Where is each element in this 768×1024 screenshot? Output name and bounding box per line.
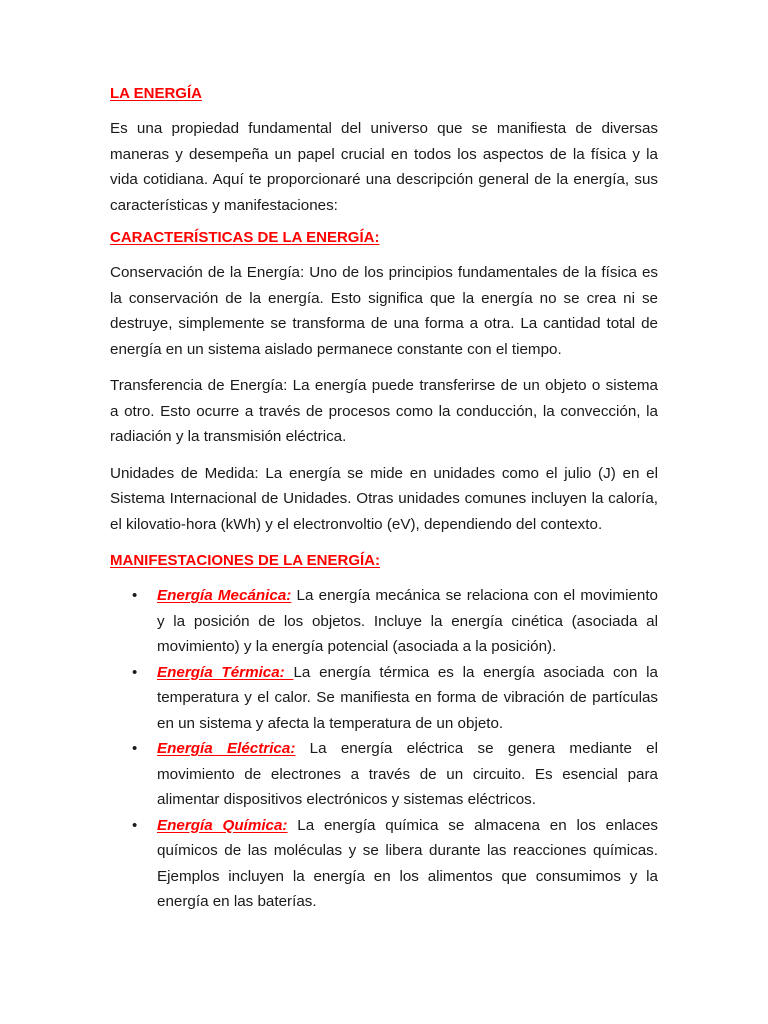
list-item-chemical (110, 813, 658, 915)
transfer-paragraph: Transferencia de Energía: La energía puede transferirse de un objeto o sistema a otro. Esto ocurre a través de procesos como la conducción, la convección, la radiación y la transmisión eléctrica. (110, 377, 658, 445)
units-paragraph: Unidades de Medida: La energía se mide en unidades como el julio (J) en el Sistema Internacional de Unidades. Otras unidades comunes incluyen la caloría, el kilovatio-hora (kWh) y el electronvoltio (eV), dependiendo del contexto. (110, 464, 658, 533)
list-item-electrical (110, 736, 658, 813)
text-chemical: La energía química se almacena en los enlaces químicos de las moléculas y se libera durante las reacciones químicas. Ejemplos incluyen la energía en los alimentos que consumimos y la energía en las baterías. (157, 816, 658, 910)
text-mechanical: La energía mecánica se relaciona con el movimiento y la posición de los objetos. Incluye la energía cinética (asociada al movimiento) y la energía potencial (asociada a la posición). (157, 587, 658, 655)
term-chemical: Energía Química: (157, 816, 288, 834)
conservation-paragraph: Conservación de la Energía: Uno de los principios fundamentales de la física es la conservación de la energía. Esto significa que la energía no se crea ni se destruye, simplemente se transforma de una forma a otra. La cantidad total de energía en un sistema aislado permanece constante con el tiempo. (110, 264, 658, 358)
document-page (110, 84, 658, 915)
bullet-icon: • (132, 663, 138, 681)
list-item-thermal (110, 660, 658, 737)
bullet-icon: • (132, 740, 138, 757)
manifestations-heading: MANIFESTACIONES DE LA ENERGÍA: (110, 552, 381, 569)
document-title: LA ENERGÍA (110, 85, 202, 102)
manifestations-list (110, 583, 658, 915)
bullet-icon: • (132, 816, 138, 834)
bullet-icon: • (132, 587, 138, 604)
text-electrical: La energía eléctrica se genera mediante el movimiento de electrones a través de un circuito. Es esencial para alimentar dispositivos electrónicos y sistemas eléctricos. (157, 740, 659, 808)
intro-paragraph: Es una propiedad fundamental del universo que se manifiesta de diversas maneras y desempeña un papel crucial en todos los aspectos de la física y la vida cotidiana. Aquí te proporcionaré una descripción general de la energía, sus características y manifestaciones: (110, 120, 658, 214)
list-item-mechanical (110, 583, 658, 660)
term-thermal: Energía Térmica: (157, 663, 294, 681)
term-electrical: Energía Eléctrica: (157, 740, 296, 757)
characteristics-heading: CARACTERÍSTICAS DE LA ENERGÍA: (110, 229, 380, 246)
text-thermal: La energía térmica es la energía asociada con la temperatura y el calor. Se manifiesta en forma de vibración de partículas en un sistema y afecta la temperatura de un objeto. (157, 663, 658, 732)
term-mechanical: Energía Mecánica: (157, 587, 292, 604)
